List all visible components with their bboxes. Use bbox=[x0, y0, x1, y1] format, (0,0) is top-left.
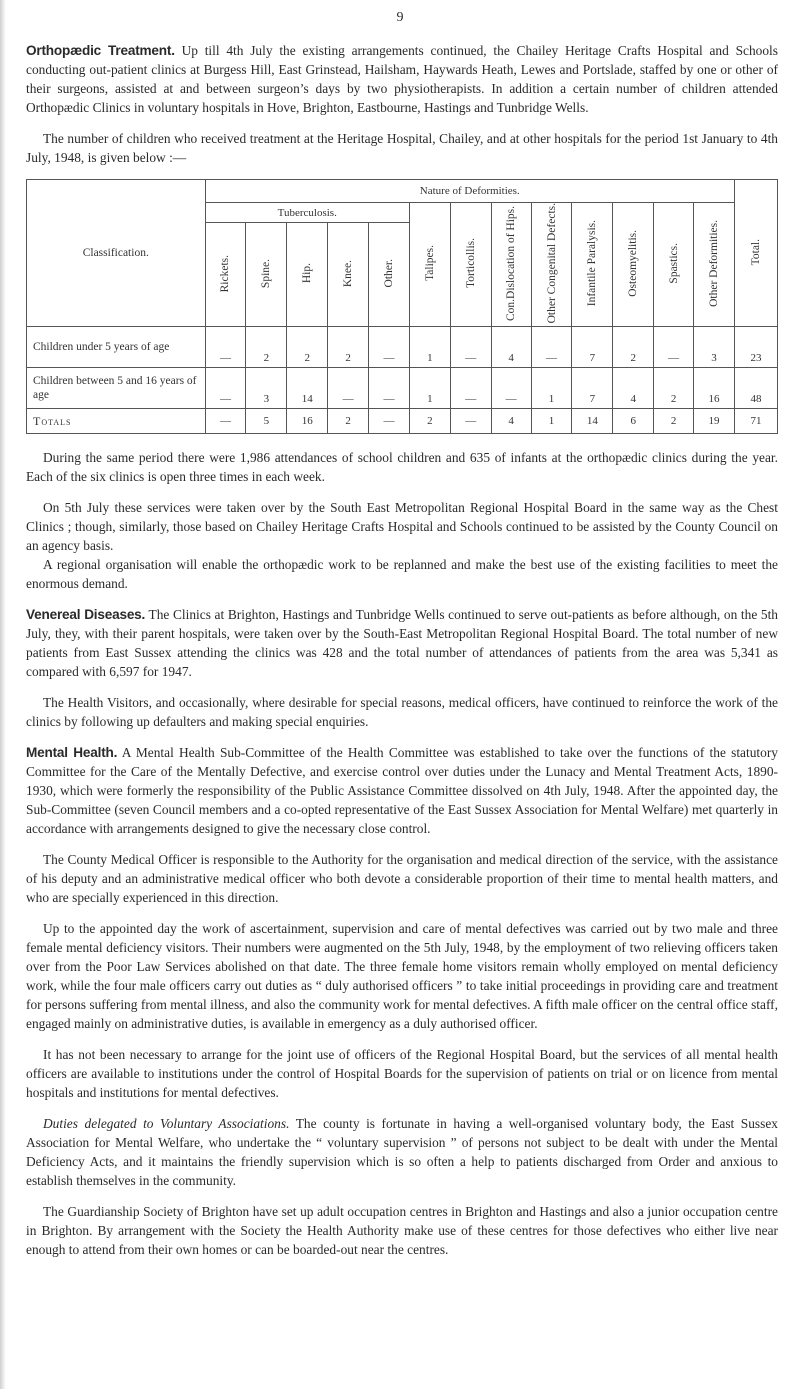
col-header-knee: Knee. bbox=[328, 223, 369, 327]
col-header-con-dislocation: Con.Dislocation of Hips. bbox=[491, 203, 531, 327]
orthopaedic-paragraph-3: During the same period there were 1,986 attendances of school children and 635 of infants at the orthopædic clinics during the year. Each of the six clinics is open three times in each week. bbox=[26, 450, 778, 485]
duties-paragraph-2: The Guardianship Society of Brighton have set up adult occupation centres in Brighton and Hastings and also a junior occupation centre in Brighton. By arrangement with the Society the Health Authority make use of these centres for those defectives who either live near enough to attend from their own homes or can be boarded-out near the centres. bbox=[26, 1204, 778, 1258]
col-header-spastics: Spastics. bbox=[654, 203, 694, 327]
table-cell: 2 bbox=[654, 368, 694, 409]
table-cell: 7 bbox=[572, 327, 613, 368]
table-cell: 1 bbox=[409, 368, 450, 409]
col-header-other-deformities: Other Deformities. bbox=[694, 203, 735, 327]
table-cell: 2 bbox=[613, 327, 654, 368]
table-cell: 4 bbox=[491, 409, 531, 434]
table-cell: 2 bbox=[654, 409, 694, 434]
orthopaedic-paragraph-2: The number of children who received treatment at the Heritage Hospital, Chailey, and at other hospitals for the period 1st January to 4th July, 1948, is given below :— bbox=[26, 131, 778, 165]
table-cell: 1 bbox=[531, 409, 572, 434]
table-row bbox=[27, 327, 778, 368]
table-cell: 71 bbox=[734, 409, 777, 434]
nature-of-deformities-header: Nature of Deformities. bbox=[205, 180, 734, 203]
table-cell: — bbox=[369, 368, 410, 409]
table-cell: — bbox=[491, 368, 531, 409]
classification-header: Classification. bbox=[27, 180, 206, 327]
mental-health-heading: Mental Health. bbox=[26, 745, 118, 761]
venereal-paragraph-2: The Health Visitors, and occasionally, where desirable for special reasons, medical officers, have continued to reinforce the work of the clinics by following up defaulters and making special enquiries. bbox=[26, 695, 778, 730]
page-edge-shadow bbox=[0, 0, 6, 1389]
table-cell: — bbox=[205, 327, 246, 368]
row-label: Children between 5 and 16 years of age bbox=[27, 368, 206, 409]
table-cell: — bbox=[450, 368, 491, 409]
deformities-table-wrapper bbox=[26, 179, 778, 434]
table-cell: — bbox=[205, 368, 246, 409]
table-cell: 4 bbox=[491, 327, 531, 368]
table-cell: 2 bbox=[409, 409, 450, 434]
orthopaedic-heading: Orthopædic Treatment. bbox=[26, 43, 175, 58]
table-cell: — bbox=[328, 368, 369, 409]
orthopaedic-text-1: Up till 4th July the existing arrangements continued, the Chailey Heritage Crafts Hospital and Schools conducting out-patient clinics at Burgess Hill, East Grinstead, Hailsham, Haywards Heath, Lewes and Portslade, staffed by one or other of their surgeons, assisted at and between surgeon’s days by two physiotherapists. In addition a certain number of children attended Orthopædic Clinics in voluntary hospitals in Hove, Brighton, Eastbourne, Hastings and Tunbridge Wells. bbox=[26, 43, 778, 115]
table-row bbox=[27, 368, 778, 409]
orthopaedic-paragraph-4: On 5th July these services were taken over by the South East Metropolitan Regional Hospital Board in the same way as the Chest Clinics ; though, similarly, those based on Chailey Heritage Crafts Hospital and Schools continued to be assisted by the County Council on an agency basis. bbox=[26, 500, 778, 554]
table-cell: — bbox=[654, 327, 694, 368]
duties-heading: Duties delegated to Voluntary Associations. bbox=[43, 1116, 290, 1132]
table-cell: 16 bbox=[287, 409, 328, 434]
orthopaedic-paragraph-1 bbox=[26, 41, 778, 117]
col-header-hip: Hip. bbox=[287, 223, 328, 327]
table-cell: 5 bbox=[246, 409, 287, 434]
col-header-rickets: Rickets. bbox=[205, 223, 246, 327]
mental-health-paragraph-3: Up to the appointed day the work of ascertainment, supervision and care of mental defectives was carried out by two male and three female mental deficiency visitors. Their numbers were augmented on the 5th July, 1948, by the employment of two relieving officers taken over from the Poor Law Services abolished on that date. The three female home visitors remain wholly employed on mental deficiency work, while the four male officers carry out duties as “ duly authorised officers ” to take initial proceedings in providing care and treatment for persons suffering from mental illness, and also the community work for mental defectives. A fifth male officer on the central office staff, engaged mainly on administrative duties, is available in emergency as a duly authorised officer. bbox=[26, 921, 778, 1032]
tuberculosis-header: Tuberculosis. bbox=[205, 203, 409, 223]
table-cell: 4 bbox=[613, 368, 654, 409]
table-cell: 7 bbox=[572, 368, 613, 409]
col-header-torticollis: Torticollis. bbox=[450, 203, 491, 327]
totals-row bbox=[27, 409, 778, 434]
row-label: Children under 5 years of age bbox=[27, 327, 206, 368]
table-cell: — bbox=[531, 327, 572, 368]
table-cell: 1 bbox=[409, 327, 450, 368]
table-cell: — bbox=[450, 409, 491, 434]
table-cell: 6 bbox=[613, 409, 654, 434]
orthopaedic-paragraph-5: A regional organisation will enable the orthopædic work to be replanned and make the best use of the existing facilities to meet the enormous demand. bbox=[26, 557, 778, 592]
table-cell: 19 bbox=[694, 409, 735, 434]
col-header-other: Other. bbox=[369, 223, 410, 327]
table-cell: — bbox=[450, 327, 491, 368]
mental-health-text-1: A Mental Health Sub-Committee of the Health Committee was established to take over the functions of the statutory Committee for the Care of the Mentally Defective, and exercise control over duties under the Lunacy and Mental Treatment Acts, 1890-1930, which were formerly the responsibility of the Public Assistance Committee dissolved on 4th July, 1948. After the appointed day, the Sub-Committee (seven Council members and a co-opted representative of the East Sussex Association for Mental Welfare) met quarterly in accordance with arrangements designed to give the necessary close control. bbox=[26, 745, 778, 837]
mental-health-paragraph-2: The County Medical Officer is responsible to the Authority for the organisation and medical direction of the service, with the assistance of his deputy and an administrative medical officer who both devote a considerable proportion of their time to mental health matters, and who are specially experienced in this direction. bbox=[26, 852, 778, 906]
duties-text-1: The county is fortunate in having a well-organised voluntary body, the East Sussex Association for Mental Welfare, who undertake the “ voluntary supervision ” of persons not subject to be dealt with under the Mental Deficiency Acts, and it maintains the friendly supervision which is so often a help to patients discharged from Order and anxious to establish themselves in the community. bbox=[26, 1116, 778, 1189]
table-cell: 16 bbox=[694, 368, 735, 409]
table-cell: 2 bbox=[246, 327, 287, 368]
table-cell: 1 bbox=[531, 368, 572, 409]
col-header-talipes: Talipes. bbox=[409, 203, 450, 327]
table-cell: 48 bbox=[734, 368, 777, 409]
table-cell: 14 bbox=[287, 368, 328, 409]
page-number: 9 bbox=[396, 10, 404, 25]
duties-paragraph-1 bbox=[26, 1114, 778, 1190]
col-header-total: Total. bbox=[734, 180, 777, 327]
totals-label: Totals bbox=[27, 409, 206, 434]
table-cell: 3 bbox=[694, 327, 735, 368]
mental-health-paragraph-4: It has not been necessary to arrange for the joint use of officers of the Regional Hospital Board, but the services of all mental health officers are available to institutions under the control of Hospital Boards for the supervision of patients on trial or on licence from mental hospitals and institutions for mental defectives. bbox=[26, 1047, 778, 1101]
table-cell: 2 bbox=[328, 409, 369, 434]
venereal-heading: Venereal Diseases. bbox=[26, 607, 146, 623]
table-cell: — bbox=[205, 409, 246, 434]
venereal-paragraph-1 bbox=[26, 605, 778, 681]
table-cell: 14 bbox=[572, 409, 613, 434]
mental-health-paragraph-1 bbox=[26, 743, 778, 838]
table-cell: 2 bbox=[287, 327, 328, 368]
table-cell: — bbox=[369, 327, 410, 368]
table-cell: 2 bbox=[328, 327, 369, 368]
table-cell: 23 bbox=[734, 327, 777, 368]
col-header-infantile-paralysis: Infantile Paralysis. bbox=[572, 203, 613, 327]
col-header-spine: Spine. bbox=[246, 223, 287, 327]
deformities-table bbox=[26, 179, 778, 434]
table-cell: — bbox=[369, 409, 410, 434]
col-header-osteomyelitis: Osteomyelitis. bbox=[613, 203, 654, 327]
page-content bbox=[26, 41, 778, 1271]
col-header-other-congenital: Other Congenital Defects. bbox=[531, 203, 572, 327]
table-cell: 3 bbox=[246, 368, 287, 409]
venereal-text-1: The Clinics at Brighton, Hastings and Tunbridge Wells continued to serve out-patients as before although, on the 5th July, they, with their parent hospitals, were taken over by the South-East Metropolitan Regional Hospital Board. The total number of new patients from East Sussex attending the clinics was 428 and the total number of attendances of patients from the area was 5,341 as compared with 6,597 for 1947. bbox=[26, 607, 779, 680]
